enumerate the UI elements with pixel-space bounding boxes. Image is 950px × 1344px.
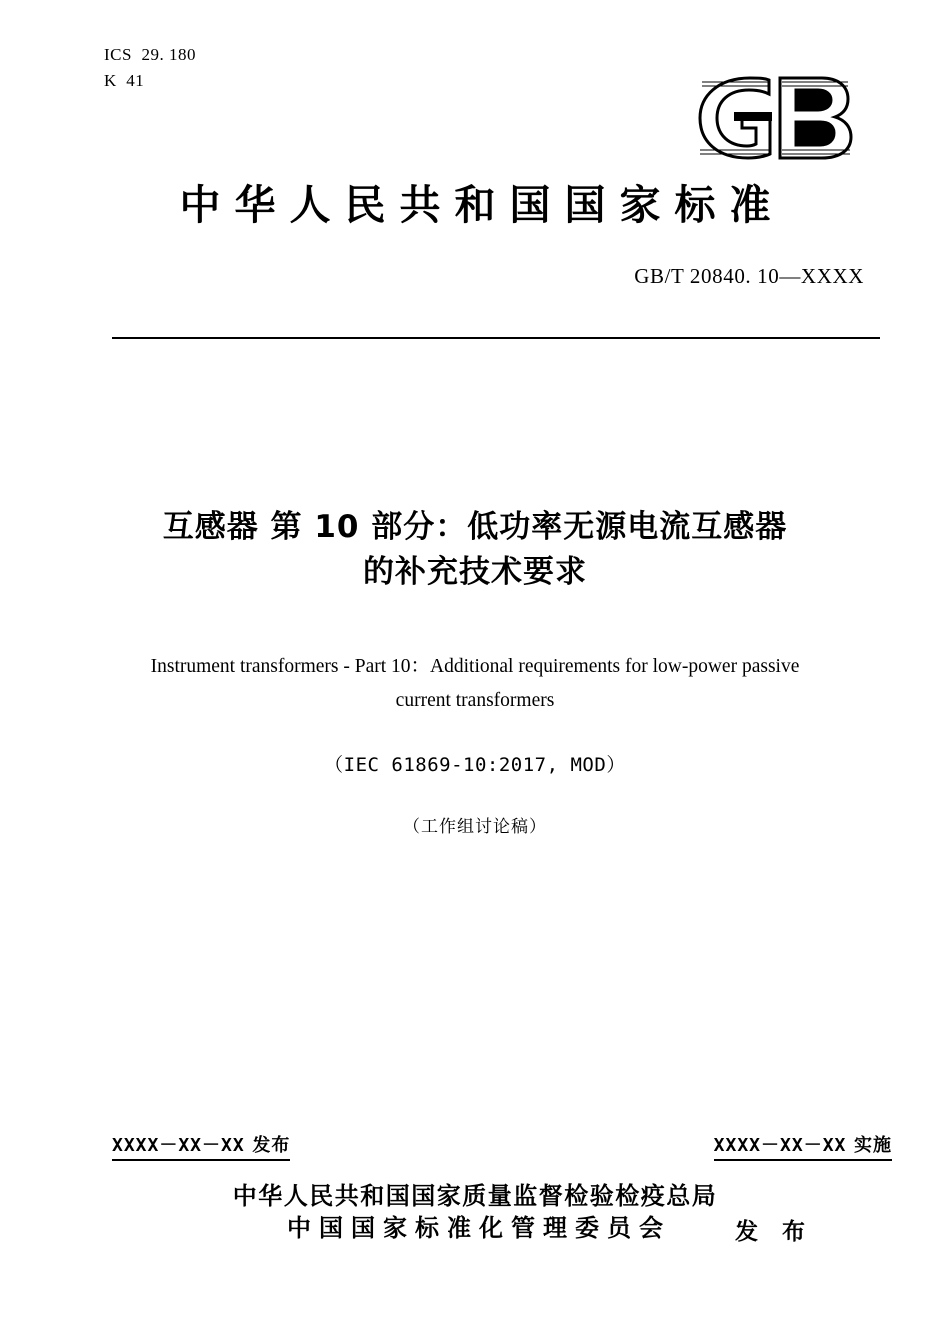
gb-logo-icon (672, 62, 872, 170)
document-title-cn-line1: 互感器 第 10 部分：低功率无源电流互感器 (162, 509, 788, 545)
implement-label: 实施 (854, 1135, 892, 1156)
document-title-cn-line2: 的补充技术要求 (363, 553, 587, 590)
document-title-cn (90, 505, 860, 595)
draft-stage: （工作组讨论稿） (403, 817, 547, 837)
national-standard-title: 中华人民共和国国家标准 (179, 181, 785, 229)
issuer-verb: 发 布 (735, 1219, 814, 1245)
ics-code: ICS 29. 180 (104, 45, 196, 64)
ccs-code: K 41 (104, 71, 145, 91)
issue-date: XXXX－XX－XX (112, 1135, 245, 1156)
header-divider (112, 337, 880, 339)
issue-label: 发布 (252, 1135, 291, 1156)
iec-reference: （IEC 61869-10:2017, MOD） (324, 754, 626, 776)
document-title-en-line2: current transformers (395, 690, 555, 712)
footer-dates (112, 1131, 892, 1161)
document-title-en (95, 650, 855, 718)
implement-date-group (714, 1131, 892, 1161)
issuer-organization-2: 中国国家标准化管理委员会 (287, 1214, 671, 1243)
implement-date: XXXX－XX－XX (713, 1135, 847, 1156)
issue-date-group (112, 1131, 290, 1161)
document-title-en-line1: Instrument transformers - Part 10：Additional requirements for low-power passive (150, 656, 800, 677)
classification-block (104, 42, 196, 95)
standard-number: GB/T 20840. 10—XXXX (634, 264, 864, 288)
issuer-organization-1: 中华人民共和国国家质量监督检验检疫总局 (232, 1182, 718, 1210)
